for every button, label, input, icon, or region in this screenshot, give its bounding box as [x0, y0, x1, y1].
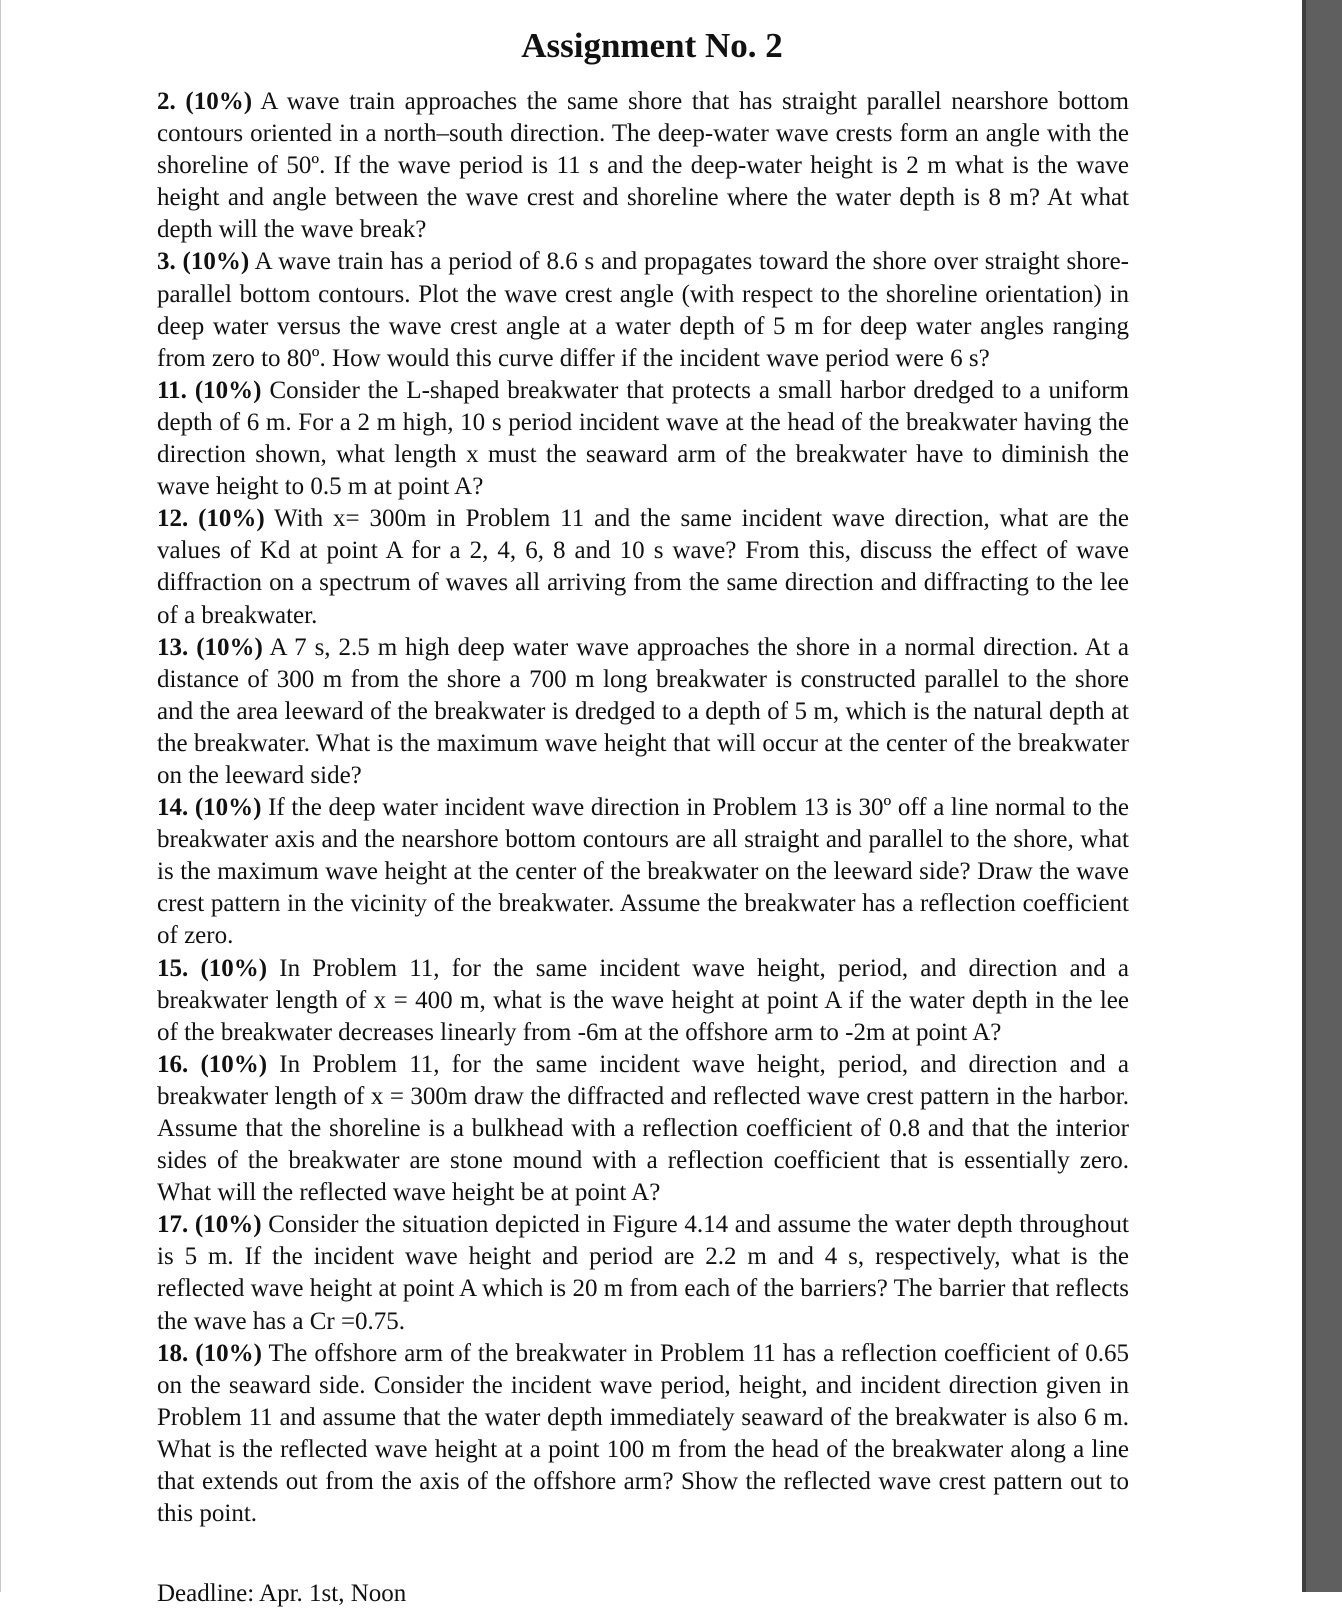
problem-number: 11. (10%) [157, 376, 262, 404]
problem-text: With x= 300m in Problem 11 and the same incident wave direction, what are the values of Kd at point A for a 2, 4, 6, 8 and 10 s wave? From this, discuss the effect of wave diffraction on a spectrum of waves all arriving from the same direction and diffracting to the lee of a breakwater. [157, 505, 1129, 629]
problem-11 [157, 375, 1129, 503]
problem-text: If the deep water incident wave direction in Problem 13 is 30º off a line normal to the breakwater axis and the nearshore bottom contours are all straight and parallel to the shore, what is the maximum wave height at the center of the breakwater on the leeward side? Draw the wave crest pattern in the vicinity of the breakwater. Assume the breakwater has a reflection coefficient of zero. [157, 794, 1129, 950]
problem-12 [157, 503, 1129, 631]
problem-number: 14. (10%) [157, 794, 262, 822]
problem-3 [157, 246, 1129, 374]
problem-number: 2. (10%) [157, 88, 253, 115]
problem-text: A wave train has a period of 8.6 s and propagates toward the shore over straight shore-parallel bottom contours. Plot the wave crest angle (with respect to the shoreline orientation) in deep water versus the wave crest angle at a water depth of 5 m for deep water angles ranging from zero to 80º. How would this curve differ if the incident wave period were 6 s? [157, 248, 1129, 372]
problem-16 [157, 1049, 1129, 1209]
panel-edge [1302, 0, 1306, 1592]
problem-number: 15. (10%) [157, 954, 268, 982]
problem-text: The offshore arm of the breakwater in Problem 11 has a reflection coefficient of 0.65 on the seaward side. Consider the incident wave period, height, and incident direction given in Problem 11 and assume that the water depth immediately seaward of the breakwater is also 6 m. What is the reflected wave height at a point 100 m from the head of the breakwater along a line that extends out from the axis of the offshore arm? Show the reflected wave crest pattern out to this point. [157, 1339, 1130, 1528]
problem-number: 3. (10%) [157, 248, 250, 276]
problem-17 [157, 1209, 1129, 1337]
cut-off-text: Deadline: Apr. 1st, Noon [157, 1580, 407, 1607]
problem-2 [157, 86, 1129, 246]
cut-off-text-line [157, 1580, 497, 1607]
problem-text: Consider the L-shaped breakwater that protects a small harbor dredged to a uniform depth of 6 m. For a 2 m high, 10 s period incident wave at the head of the breakwater having the direction shown, what length x must the seaward arm of the breakwater have to diminish the wave height to 0.5 m at point A? [157, 376, 1129, 501]
problem-list [157, 86, 1129, 1530]
problem-number: 12. (10%) [157, 505, 265, 533]
problem-text: Consider the situation depicted in Figure 4.14 and assume the water depth throughout is 5 m. If the incident wave height and period are 2.2 m and 4 s, respectively, what is the reflected wave height at point A which is 20 m from each of the barriers? The barrier that reflects the wave has a Cr =0.75. [157, 1211, 1129, 1335]
problem-text: In Problem 11, for the same incident wave height, period, and direction and a breakwater length of x = 400 m, what is the wave height at point A if the water depth in the lee of the breakwater decreases linearly from -6m at the offshore arm to -2m at point A? [157, 954, 1129, 1046]
problem-number: 13. (10%) [157, 633, 263, 661]
problem-13 [157, 632, 1129, 792]
problem-15 [157, 953, 1129, 1049]
problem-text: A 7 s, 2.5 m high deep water wave approaches the shore in a normal direction. At a distance of 300 m from the shore a 700 m long breakwater is constructed parallel to the shore and the area leeward of the breakwater is dredged to a depth of 5 m, which is the natural depth at the breakwater. What is the maximum wave height that will occur at the center of the breakwater on the leeward side? [157, 633, 1129, 789]
page-title: Assignment No. 2 [521, 26, 783, 65]
viewer-side-panel [1302, 0, 1342, 1592]
problem-text: In Problem 11, for the same incident wave height, period, and direction and a breakwater length of x = 300m draw the diffracted and reflected wave crest pattern in the harbor. Assume that the shoreline is a bulkhead with a reflection coefficient of 0.8 and that the interior sides of the breakwater are stone mound with a reflection coefficient that is essentially zero. What will the reflected wave height be at point A? [157, 1050, 1129, 1207]
problem-number: 18. (10%) [157, 1339, 262, 1367]
problem-14 [157, 792, 1129, 952]
problem-number: 17. (10%) [157, 1211, 262, 1239]
problem-text: A wave train approaches the same shore that has straight parallel nearshore bottom contours oriented in a north–south direction. The deep-water wave crests form an angle with the shoreline of 50º. If the wave period is 11 s and the deep-water height is 2 m what is the wave height and angle between the wave crest and shoreline where the water depth is 8 m? At what depth will the wave break? [157, 88, 1129, 244]
problem-number: 16. (10%) [157, 1050, 268, 1078]
problem-18 [157, 1338, 1129, 1531]
